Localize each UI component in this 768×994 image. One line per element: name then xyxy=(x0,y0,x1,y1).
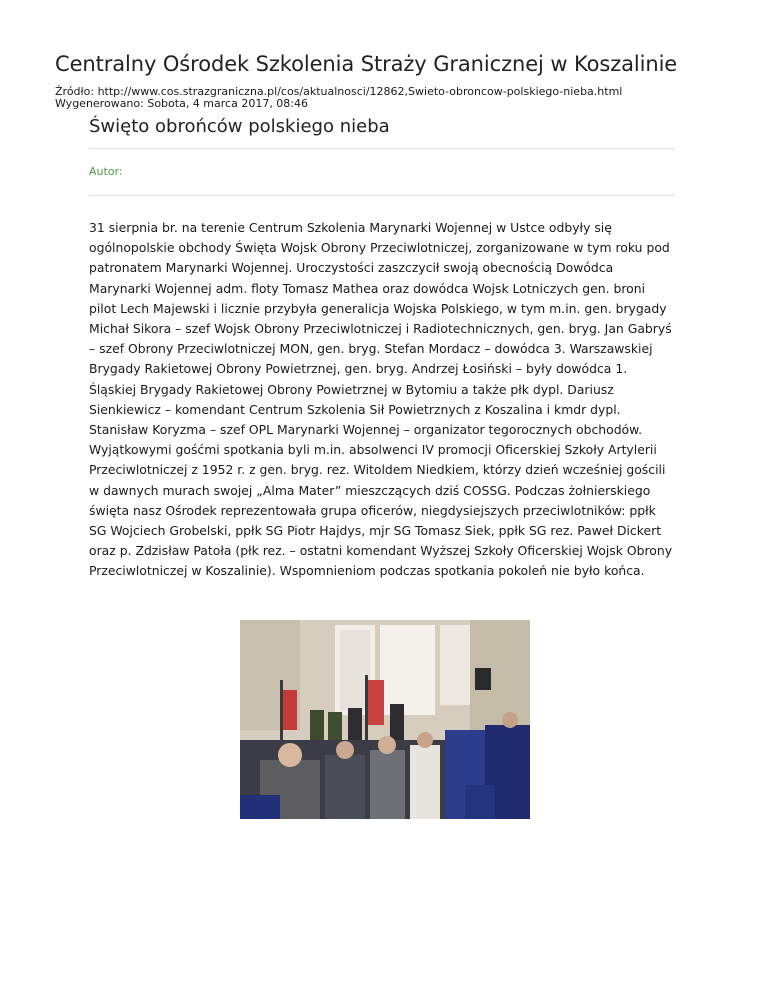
generated-line: Wygenerowano: Sobota, 4 marca 2017, 08:46 xyxy=(55,97,309,110)
document-meta xyxy=(55,86,622,110)
source-line: Źródło: http://www.cos.strazgraniczna.pl/cos/aktualnosci/12862,Swieto-obroncow-polskiego-nieba.html xyxy=(55,85,623,98)
title-divider xyxy=(89,148,675,149)
article-title: Święto obrońców polskiego nieba xyxy=(89,116,390,137)
article-photo xyxy=(240,620,530,819)
site-title: Centralny Ośrodek Szkolenia Straży Granicznej w Koszalinie xyxy=(55,52,678,76)
ceremony-photo-illustration xyxy=(240,620,530,819)
author-divider xyxy=(89,195,675,196)
author-label: Autor: xyxy=(89,165,123,178)
article-body: 31 sierpnia br. na terenie Centrum Szkolenia Marynarki Wojennej w Ustce odbyły się ogólnopolskie obchody Święta Wojsk Obrony Przeciwlotniczej, zorganizowane w tym roku pod patronatem Marynarki Wojennej. Uroczystości zaszczycił swoją obecnością Dowódca Marynarki Wojennej adm. floty Tomasz Mathea oraz dowódca Wojsk Lotniczych gen. broni pilot Lech Majewski i licznie przybyła generalicja Wojska Polskiego, w tym m.in. gen. brygady Michał Sikora – szef Wojsk Obrony Przeciwlotniczej i Radiotechnicznych, gen. bryg. Jan Gabryś – szef Obrony Przeciwlotniczej MON, gen. bryg. Stefan Mordacz – dowódca 3. Warszawskiej Brygady Rakietowej Obrony Powietrznej, gen. bryg. Andrzej Łosiński – były dowódca 1. Śląskiej Brygady Rakietowej Obrony Powietrznej w Bytomiu a także płk dypl. Dariusz Sienkiewicz – komendant Centrum Szkolenia Sił Powietrznych z Koszalina i kmdr dypl. Stanisław Koryzma – szef OPL Marynarki Wojennej – organizator tegorocznych obchodów. Wyjątkowymi gośćmi spotkania byli m.in. absolwenci IV promocji Oficerskiej Szkoły Artylerii Przeciwlotniczej z 1952 r. z gen. bryg. rez. Witoldem Niedkiem, którzy dzień wcześniej gościli w dawnych murach swojej „Alma Mater” mieszczących dziś COSSG. Podczas żołnierskiego święta nasz Ośrodek reprezentowała grupa oficerów, niegdysiejszych przeciwlotników: ppłk SG Wojciech Grobelski, ppłk SG Piotr Hajdys, mjr SG Tomasz Siek, ppłk SG rez. Paweł Dickert oraz p. Zdzisław Patoła (płk rez. – ostatni komendant Wyższej Szkoły Oficerskiej Wojsk Obrony Przeciwlotniczej w Koszalinie). Wspomnieniom podczas spotkania pokoleń nie było końca. xyxy=(89,220,673,579)
